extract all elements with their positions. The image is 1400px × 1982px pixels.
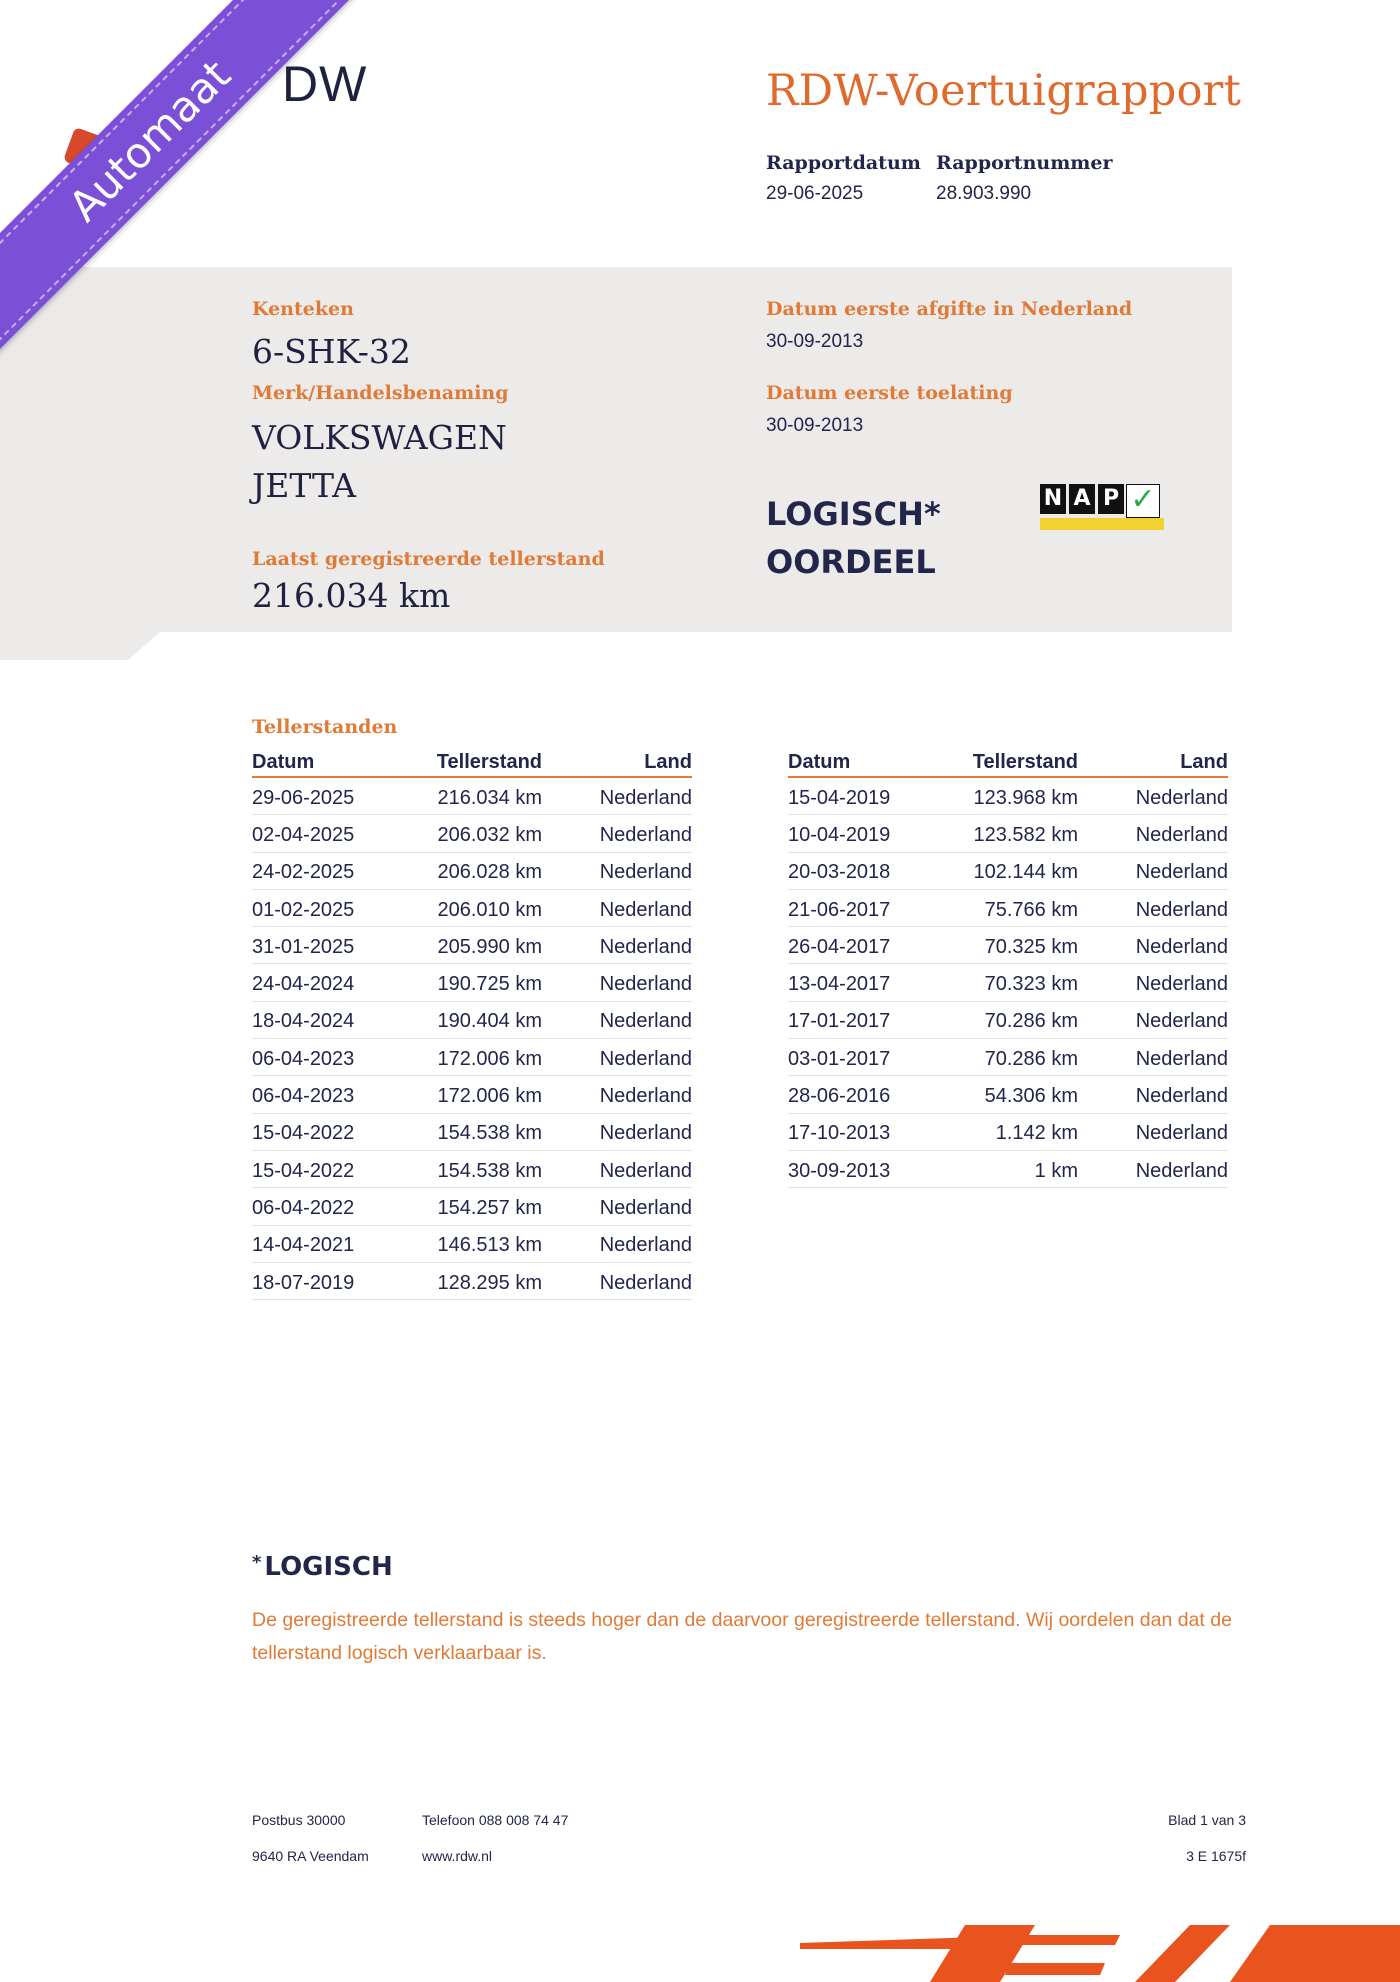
cell-tellerstand: 1 km <box>1034 1159 1078 1182</box>
table-row <box>252 1114 692 1151</box>
cell-datum: 15-04-2022 <box>252 1159 355 1182</box>
cell-tellerstand: 172.006 km <box>437 1047 542 1070</box>
cell-land: Nederland <box>1135 898 1228 921</box>
cell-land: Nederland <box>1135 973 1228 996</box>
cell-tellerstand: 102.144 km <box>973 861 1078 884</box>
cell-datum: 15-04-2019 <box>788 786 891 809</box>
table-row <box>252 1039 692 1076</box>
cell-datum: 24-02-2025 <box>252 861 355 884</box>
cell-datum: 29-06-2025 <box>252 786 355 809</box>
table-row <box>788 1114 1228 1151</box>
cell-datum: 28-06-2016 <box>788 1085 891 1108</box>
tellerstanden-table-right <box>788 748 1228 1188</box>
cell-datum: 17-10-2013 <box>788 1122 891 1145</box>
table-row <box>788 853 1228 890</box>
cell-land: Nederland <box>599 1085 692 1108</box>
cell-land: Nederland <box>1135 861 1228 884</box>
cell-land: Nederland <box>599 935 692 958</box>
vehicle-info-panel <box>0 267 1232 632</box>
col-datum: Datum <box>252 751 315 773</box>
cell-tellerstand: 70.286 km <box>984 1047 1078 1070</box>
tellerstanden-label: Tellerstanden <box>252 716 398 738</box>
cell-datum: 01-02-2025 <box>252 898 355 921</box>
cell-tellerstand: 154.538 km <box>437 1159 542 1182</box>
table-header <box>788 748 1228 778</box>
table-row <box>788 1151 1228 1188</box>
tellerstand-label: Laatst geregistreerde tellerstand <box>252 548 605 570</box>
kenteken-value: 6-SHK-32 <box>252 332 411 371</box>
cell-land: Nederland <box>599 973 692 996</box>
table-row <box>252 815 692 852</box>
toelating-value: 30-09-2013 <box>766 415 864 436</box>
table-row <box>788 964 1228 1001</box>
merk-label: Merk/Handelsbenaming <box>252 382 509 404</box>
cell-tellerstand: 206.028 km <box>437 861 542 884</box>
cell-tellerstand: 205.990 km <box>437 935 542 958</box>
table-row <box>252 1076 692 1113</box>
note-title-text: LOGISCH <box>264 1552 393 1582</box>
merk-value: VOLKSWAGEN <box>252 418 507 457</box>
cell-land: Nederland <box>599 1159 692 1182</box>
cell-datum: 02-04-2025 <box>252 823 355 846</box>
col-land: Land <box>1180 751 1228 773</box>
kenteken-label: Kenteken <box>252 298 354 320</box>
table-row <box>788 1002 1228 1039</box>
cell-tellerstand: 206.032 km <box>437 823 542 846</box>
cell-datum: 06-04-2023 <box>252 1085 355 1108</box>
afgifte-value: 30-09-2013 <box>766 331 864 352</box>
cell-land: Nederland <box>599 1196 692 1219</box>
cell-land: Nederland <box>599 823 692 846</box>
cell-land: Nederland <box>1135 786 1228 809</box>
rapportdatum-label: Rapportdatum <box>766 152 921 174</box>
cell-land: Nederland <box>1135 823 1228 846</box>
cell-tellerstand: 146.513 km <box>437 1234 542 1257</box>
table-row <box>788 815 1228 852</box>
nap-letter-n: N <box>1040 484 1066 514</box>
footer-blad: Blad 1 van 3 <box>1168 1812 1246 1828</box>
cell-datum: 31-01-2025 <box>252 935 355 958</box>
table-row <box>252 890 692 927</box>
cell-tellerstand: 216.034 km <box>437 786 542 809</box>
rapportnummer-value: 28.903.990 <box>936 183 1032 204</box>
cell-tellerstand: 190.404 km <box>437 1010 542 1033</box>
cell-land: Nederland <box>599 1271 692 1294</box>
cell-land: Nederland <box>1135 1047 1228 1070</box>
tellerstand-value: 216.034 km <box>252 576 451 615</box>
table-row <box>252 853 692 890</box>
footer-website: www.rdw.nl <box>422 1848 493 1864</box>
cell-datum: 06-04-2022 <box>252 1196 355 1219</box>
cell-datum: 13-04-2017 <box>788 973 891 996</box>
note-star: * <box>252 1552 262 1573</box>
cell-datum: 03-01-2017 <box>788 1047 891 1070</box>
rdw-stripes-decoration <box>800 1925 1400 1982</box>
table-row <box>788 927 1228 964</box>
cell-datum: 30-09-2013 <box>788 1159 891 1182</box>
table-row <box>788 1039 1228 1076</box>
cell-land: Nederland <box>1135 1122 1228 1145</box>
cell-land: Nederland <box>1135 1159 1228 1182</box>
rapportnummer-label: Rapportnummer <box>936 152 1113 174</box>
footer-telefoon: Telefoon 088 008 74 47 <box>422 1812 569 1828</box>
rdw-logo-text: DW <box>282 56 368 112</box>
cell-datum: 24-04-2024 <box>252 973 355 996</box>
cell-tellerstand: 75.766 km <box>984 898 1078 921</box>
oordeel-text <box>766 490 941 586</box>
table-row <box>252 1188 692 1225</box>
cell-datum: 06-04-2023 <box>252 1047 355 1070</box>
cell-tellerstand: 128.295 km <box>437 1271 542 1294</box>
note-title <box>252 1552 393 1582</box>
cell-land: Nederland <box>1135 1085 1228 1108</box>
cell-datum: 14-04-2021 <box>252 1234 355 1257</box>
cell-tellerstand: 70.323 km <box>984 973 1078 996</box>
cell-datum: 26-04-2017 <box>788 935 891 958</box>
note-text: De geregistreerde tellerstand is steeds hoger dan de daarvoor geregistreerde tellerstand. Wij oordelen dan dat de tellerstand logisch verklaarbaar is. <box>252 1609 1232 1664</box>
cell-tellerstand: 190.725 km <box>437 973 542 996</box>
cell-tellerstand: 172.006 km <box>437 1085 542 1108</box>
afgifte-label: Datum eerste afgifte in Nederland <box>766 298 1133 320</box>
report-title: RDW-Voertuigrapport <box>766 66 1242 116</box>
rapportdatum-value: 29-06-2025 <box>766 183 864 204</box>
footer-code: 3 E 1675f <box>1186 1848 1246 1864</box>
cell-land: Nederland <box>599 1122 692 1145</box>
cell-tellerstand: 70.286 km <box>984 1010 1078 1033</box>
cell-datum: 15-04-2022 <box>252 1122 355 1145</box>
cell-tellerstand: 1.142 km <box>995 1122 1078 1145</box>
col-tellerstand: Tellerstand <box>972 751 1078 773</box>
oordeel-line2: OORDEEL <box>766 543 936 581</box>
cell-land: Nederland <box>1135 935 1228 958</box>
cell-datum: 18-07-2019 <box>252 1271 355 1294</box>
cell-datum: 20-03-2018 <box>788 861 891 884</box>
table-row <box>252 778 692 815</box>
cell-land: Nederland <box>599 861 692 884</box>
nap-letter-a: A <box>1069 484 1095 514</box>
cell-land: Nederland <box>599 898 692 921</box>
oordeel-line1: LOGISCH* <box>766 495 941 533</box>
tellerstanden-table-left <box>252 748 692 1300</box>
cell-land: Nederland <box>599 1010 692 1033</box>
cell-land: Nederland <box>1135 1010 1228 1033</box>
cell-tellerstand: 154.538 km <box>437 1122 542 1145</box>
handelsbenaming-value: JETTA <box>252 466 356 505</box>
checkmark-icon: ✓ <box>1126 484 1160 518</box>
footer-postbus: Postbus 30000 <box>252 1812 346 1828</box>
table-row <box>252 1263 692 1300</box>
nap-logo <box>1040 484 1164 530</box>
cell-datum: 17-01-2017 <box>788 1010 891 1033</box>
cell-tellerstand: 123.968 km <box>973 786 1078 809</box>
cell-datum: 21-06-2017 <box>788 898 891 921</box>
table-row <box>788 1076 1228 1113</box>
table-row <box>788 890 1228 927</box>
table-row <box>252 964 692 1001</box>
table-row <box>252 1002 692 1039</box>
cell-datum: 18-04-2024 <box>252 1010 355 1033</box>
cell-land: Nederland <box>599 786 692 809</box>
col-land: Land <box>644 751 692 773</box>
nap-yellow-strip <box>1040 518 1164 530</box>
toelating-label: Datum eerste toelating <box>766 382 1013 404</box>
panel-notch <box>0 632 160 660</box>
cell-tellerstand: 70.325 km <box>984 935 1078 958</box>
automaat-ribbon: Automaat <box>0 0 377 368</box>
table-row <box>788 778 1228 815</box>
col-datum: Datum <box>788 751 851 773</box>
cell-tellerstand: 123.582 km <box>973 823 1078 846</box>
cell-tellerstand: 154.257 km <box>437 1196 542 1219</box>
table-row <box>252 927 692 964</box>
footer-plaats: 9640 RA Veendam <box>252 1848 369 1864</box>
table-row <box>252 1226 692 1263</box>
cell-datum: 10-04-2019 <box>788 823 891 846</box>
cell-tellerstand: 206.010 km <box>437 898 542 921</box>
cell-tellerstand: 54.306 km <box>984 1085 1078 1108</box>
col-tellerstand: Tellerstand <box>436 751 542 773</box>
cell-land: Nederland <box>599 1234 692 1257</box>
table-header <box>252 748 692 778</box>
table-row <box>252 1151 692 1188</box>
nap-letter-p: P <box>1098 484 1124 514</box>
cell-land: Nederland <box>599 1047 692 1070</box>
